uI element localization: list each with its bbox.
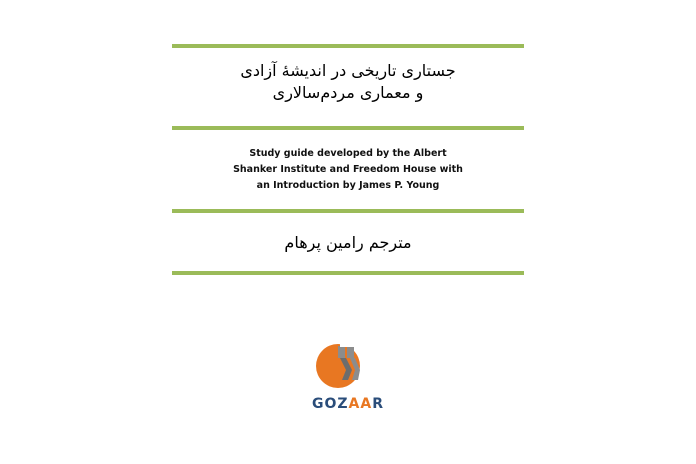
bottom-divider — [172, 271, 524, 275]
gozaar-wordmark — [300, 396, 396, 412]
persian-title-line-2: و معماری مردم‌سالاری — [272, 83, 424, 102]
wordmark-end: R — [372, 396, 384, 412]
study-guide-credit — [172, 146, 524, 194]
wordmark-start: GOZ — [312, 396, 349, 412]
study-guide-line-2: Shanker Institute and Freedom House with — [233, 164, 463, 175]
translator-credit: مترجم رامین پرهام — [284, 233, 412, 252]
study-guide-line-3: an Introduction by James P. Young — [256, 180, 440, 191]
divider-3 — [172, 209, 524, 213]
persian-title-line-1: جستاری تاریخی در اندیشهٔ آزادی — [240, 61, 456, 80]
study-guide-line-1: Study guide developed by the Albert — [249, 148, 447, 159]
divider-2 — [172, 126, 524, 130]
persian-title — [172, 60, 524, 104]
wordmark-mid: AA — [348, 396, 373, 412]
top-divider — [172, 44, 524, 48]
